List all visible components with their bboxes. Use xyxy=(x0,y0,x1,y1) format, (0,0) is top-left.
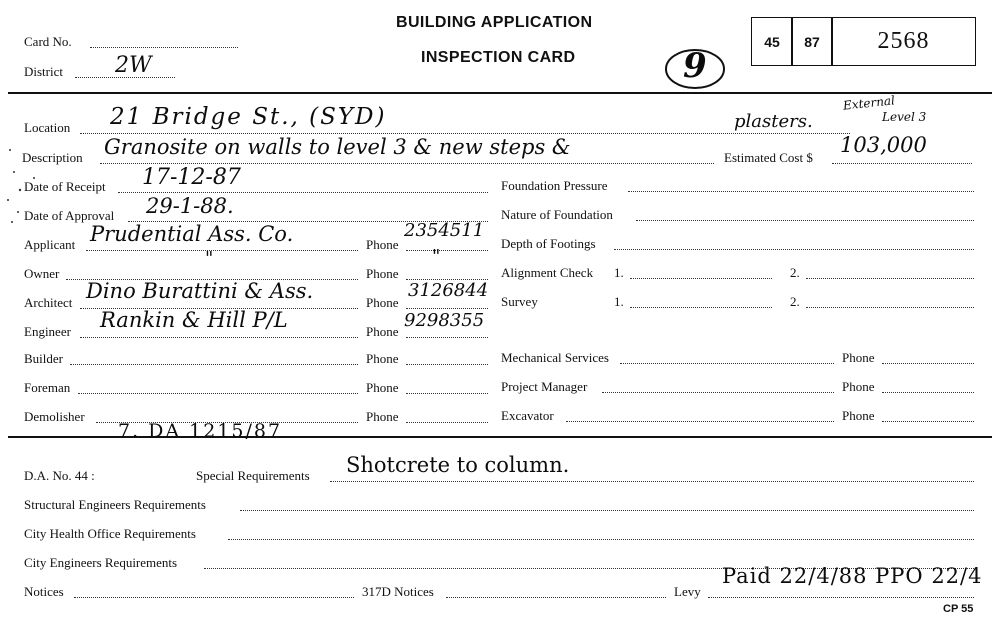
project-manager-label: Project Manager xyxy=(501,379,588,394)
alignment-check-label: Alignment Check xyxy=(501,265,594,280)
applicant-phone-line xyxy=(406,250,488,251)
da-reference-note: 7. DA 1215/87 xyxy=(118,420,283,442)
form-code: CP 55 xyxy=(943,603,974,615)
engineer-line xyxy=(80,337,358,338)
demolisher-label: Demolisher xyxy=(24,409,85,424)
notices-317d-line xyxy=(446,597,666,598)
circled-mark-value: 9 xyxy=(683,46,707,86)
demolisher-phone-label: Phone xyxy=(366,409,399,424)
applicant-label: Applicant xyxy=(24,237,76,252)
da-no-label: D.A. No. 44 : xyxy=(24,468,95,483)
foreman-line xyxy=(78,393,358,394)
structural-engineers-label: Structural Engineers Requirements xyxy=(24,497,206,512)
estimated-cost-value: 103,000 xyxy=(840,133,927,157)
architect-phone-value: 3126844 xyxy=(408,280,489,301)
survey-line-1 xyxy=(630,307,772,308)
notices-line xyxy=(74,597,354,598)
date-of-receipt-label: Date of Receipt xyxy=(24,179,106,194)
builder-label: Builder xyxy=(24,351,63,366)
city-health-label: City Health Office Requirements xyxy=(24,526,196,541)
excavator-line xyxy=(566,421,834,422)
foreman-phone-label: Phone xyxy=(366,380,399,395)
applicant-phone-label: Phone xyxy=(366,237,399,252)
notices-label: Notices xyxy=(24,584,64,599)
architect-phone-label: Phone xyxy=(366,295,399,310)
estimated-cost-label: Estimated Cost $ xyxy=(724,150,813,165)
box-cell-1: 45 xyxy=(751,17,793,66)
structural-engineers-line xyxy=(240,510,974,511)
date-of-receipt-value: 17-12-87 xyxy=(142,165,241,190)
builder-line xyxy=(70,364,358,365)
owner-value: " xyxy=(205,248,214,269)
excavator-phone-label: Phone xyxy=(842,408,875,423)
special-requirements-label: Special Requirements xyxy=(196,468,310,483)
engineer-phone-line xyxy=(406,337,488,338)
city-engineers-label: City Engineers Requirements xyxy=(24,555,178,570)
survey-label: Survey xyxy=(501,294,538,309)
edge-marks xyxy=(0,0,40,620)
survey-line-2 xyxy=(806,307,974,308)
nature-of-foundation-label: Nature of Foundation xyxy=(501,207,613,222)
engineer-phone-value: 9298355 xyxy=(404,310,485,331)
excavator-phone-line xyxy=(882,421,974,422)
levy-line xyxy=(708,597,974,598)
demolisher-phone-line xyxy=(406,422,488,423)
applicant-value: Prudential Ass. Co. xyxy=(90,222,294,246)
card-subtitle: INSPECTION CARD xyxy=(421,49,576,66)
estimated-cost-line xyxy=(832,163,972,164)
survey-num2: 2. xyxy=(790,294,800,309)
location-line xyxy=(80,133,850,134)
project-manager-phone-label: Phone xyxy=(842,379,875,394)
foundation-pressure-label: Foundation Pressure xyxy=(501,178,608,193)
location-label: Location xyxy=(24,120,71,135)
levy-label: Levy xyxy=(674,584,701,599)
engineer-phone-label: Phone xyxy=(366,324,399,339)
survey-num1: 1. xyxy=(614,294,624,309)
special-requirements-line xyxy=(330,481,974,482)
applicant-phone-value: 2354511 xyxy=(404,220,485,241)
description-line xyxy=(100,163,714,164)
special-requirements-value: Shotcrete to column. xyxy=(346,453,570,477)
box-cell-2: 87 xyxy=(791,17,833,66)
nature-of-foundation-line xyxy=(636,220,974,221)
owner-phone-value: " xyxy=(432,246,441,267)
alignment-check-num2: 2. xyxy=(790,265,800,280)
mechanical-services-line xyxy=(620,363,834,364)
city-health-line xyxy=(228,539,974,540)
owner-label: Owner xyxy=(24,266,60,281)
alignment-check-num1: 1. xyxy=(614,265,624,280)
excavator-label: Excavator xyxy=(501,408,554,423)
levy-value: Paid 22/4/88 PPO 22/4 xyxy=(722,564,983,588)
owner-phone-label: Phone xyxy=(366,266,399,281)
applicant-line xyxy=(86,250,358,251)
builder-phone-line xyxy=(406,364,488,365)
builder-phone-label: Phone xyxy=(366,351,399,366)
foreman-phone-line xyxy=(406,393,488,394)
alignment-check-line-1 xyxy=(630,278,772,279)
box-cell-3: 2568 xyxy=(831,17,976,66)
mechanical-services-label: Mechanical Services xyxy=(501,350,609,365)
depth-of-footings-line xyxy=(614,249,974,250)
card-no-label: Card No. xyxy=(24,34,72,49)
date-of-approval-value: 29-1-88. xyxy=(146,194,234,218)
location-value: 21 Bridge St., (SYD) xyxy=(110,104,387,130)
project-manager-line xyxy=(602,392,834,393)
description-value: Granosite on walls to level 3 & new steps & xyxy=(104,135,571,159)
foreman-label: Foreman xyxy=(24,380,71,395)
foundation-pressure-line xyxy=(628,191,974,192)
engineer-value: Rankin & Hill P/L xyxy=(100,308,288,332)
notices-317d-label: 317D Notices xyxy=(362,584,434,599)
district-value: 2W xyxy=(115,53,152,78)
project-manager-phone-line xyxy=(882,392,974,393)
mechanical-services-phone-line xyxy=(882,363,974,364)
depth-of-footings-label: Depth of Footings xyxy=(501,236,596,251)
alignment-check-line-2 xyxy=(806,278,974,279)
annotation-line-1: External xyxy=(842,93,896,113)
description-label: Description xyxy=(22,150,83,165)
architect-phone-line xyxy=(406,308,488,309)
annotation-line-2: Level 3 xyxy=(882,110,927,124)
date-of-approval-label: Date of Approval xyxy=(24,208,115,223)
architect-label: Architect xyxy=(24,295,73,310)
mechanical-services-phone-label: Phone xyxy=(842,350,875,365)
date-of-receipt-line xyxy=(118,192,488,193)
district-label: District xyxy=(24,64,63,79)
architect-value: Dino Burattini & Ass. xyxy=(86,279,314,303)
top-rule xyxy=(8,92,992,94)
card-no-line xyxy=(90,47,238,48)
card-title: BUILDING APPLICATION xyxy=(396,14,593,31)
engineer-label: Engineer xyxy=(24,324,71,339)
description-extra-value: plasters. xyxy=(734,111,813,132)
